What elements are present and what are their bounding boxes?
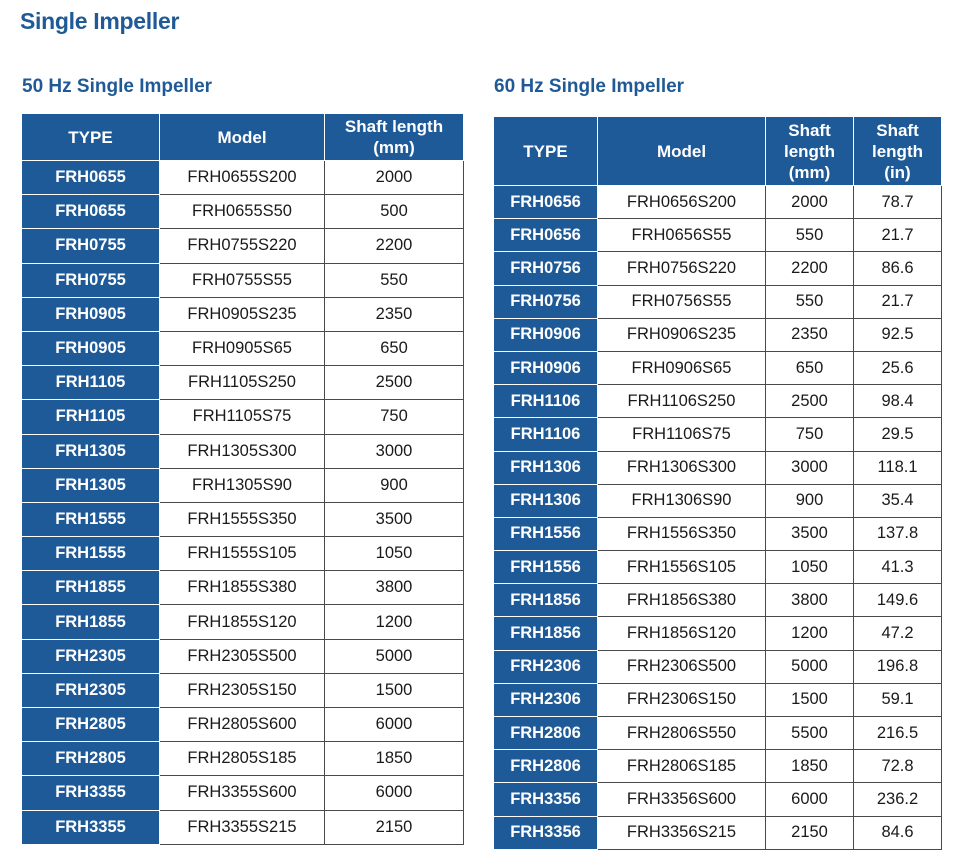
table-cell: 2150: [325, 810, 464, 844]
table-cell: FRH0755S55: [160, 263, 325, 297]
table-body: [494, 186, 942, 850]
table-row: [22, 502, 464, 536]
table-cell: 2350: [325, 297, 464, 331]
type-cell: FRH1106: [494, 385, 598, 418]
table-row: [494, 186, 942, 219]
table-row: [494, 451, 942, 484]
table-cell: FRH1555S350: [160, 502, 325, 536]
type-cell: FRH1305: [22, 434, 160, 468]
table-cell: FRH1105S75: [160, 400, 325, 434]
table-row: [22, 810, 464, 844]
table-row: [494, 285, 942, 318]
type-cell: FRH0905: [22, 331, 160, 365]
table-cell: 29.5: [854, 418, 942, 451]
type-cell: FRH0656: [494, 186, 598, 219]
table-cell: FRH0755S220: [160, 229, 325, 263]
table-cell: FRH3355S600: [160, 776, 325, 810]
type-cell: FRH0655: [22, 161, 160, 195]
type-cell: FRH2305: [22, 639, 160, 673]
type-cell: FRH2306: [494, 650, 598, 683]
table-cell: FRH2805S600: [160, 708, 325, 742]
table-cell: 1200: [325, 605, 464, 639]
table-cell: 650: [766, 351, 854, 384]
table-cell: 1050: [766, 551, 854, 584]
type-cell: FRH0655: [22, 195, 160, 229]
table-cell: 1500: [325, 673, 464, 707]
table-cell: FRH1306S90: [598, 484, 766, 517]
table-cell: FRH1106S250: [598, 385, 766, 418]
table-cell: FRH0756S220: [598, 252, 766, 285]
table-row: [22, 605, 464, 639]
table-cell: 3500: [325, 502, 464, 536]
table-row: [494, 683, 942, 716]
table-cell: 6000: [325, 776, 464, 810]
table-cell: 3800: [325, 571, 464, 605]
table-cell: 2000: [766, 186, 854, 219]
table-cell: FRH3356S215: [598, 816, 766, 849]
table-row: [494, 252, 942, 285]
table-cell: 1500: [766, 683, 854, 716]
type-cell: FRH0906: [494, 318, 598, 351]
table-row: [22, 331, 464, 365]
column-header: Shaft length (mm): [766, 117, 854, 186]
table-cell: FRH0656S200: [598, 186, 766, 219]
type-cell: FRH0755: [22, 229, 160, 263]
table-cell: FRH2305S150: [160, 673, 325, 707]
table-cell: 900: [325, 468, 464, 502]
table-cell: 2350: [766, 318, 854, 351]
section-title-60hz: 60 Hz Single Impeller: [494, 76, 685, 97]
table-cell: 72.8: [854, 750, 942, 783]
table-row: [22, 537, 464, 571]
type-cell: FRH2806: [494, 750, 598, 783]
type-cell: FRH1106: [494, 418, 598, 451]
table-cell: FRH0756S55: [598, 285, 766, 318]
type-cell: FRH1105: [22, 400, 160, 434]
table-row: [22, 161, 464, 195]
type-cell: FRH1856: [494, 617, 598, 650]
table-cell: 196.8: [854, 650, 942, 683]
table-cell: FRH1856S120: [598, 617, 766, 650]
type-cell: FRH0756: [494, 285, 598, 318]
table-cell: 650: [325, 331, 464, 365]
table-cell: 3800: [766, 584, 854, 617]
table-row: [22, 708, 464, 742]
table-row: [494, 551, 942, 584]
table-cell: FRH1555S105: [160, 537, 325, 571]
table-row: [22, 229, 464, 263]
table-cell: 78.7: [854, 186, 942, 219]
spec-table-60hz: [493, 116, 942, 850]
table-row: [494, 650, 942, 683]
table-cell: FRH1105S250: [160, 366, 325, 400]
table-cell: 21.7: [854, 285, 942, 318]
table-cell: 47.2: [854, 617, 942, 650]
table-header: [22, 114, 464, 161]
table-cell: 6000: [766, 783, 854, 816]
table-row: [494, 617, 942, 650]
column-header: Model: [160, 114, 325, 161]
table-cell: FRH2306S150: [598, 683, 766, 716]
table-cell: FRH0906S235: [598, 318, 766, 351]
table-cell: FRH0655S50: [160, 195, 325, 229]
type-cell: FRH0756: [494, 252, 598, 285]
type-cell: FRH2806: [494, 717, 598, 750]
type-cell: FRH2305: [22, 673, 160, 707]
type-cell: FRH1305: [22, 468, 160, 502]
table-row: [494, 418, 942, 451]
table-cell: 149.6: [854, 584, 942, 617]
table-row: [22, 195, 464, 229]
table-cell: 750: [766, 418, 854, 451]
table-row: [494, 717, 942, 750]
table-cell: 86.6: [854, 252, 942, 285]
table-cell: 5000: [766, 650, 854, 683]
table-cell: 500: [325, 195, 464, 229]
section-title-50hz: 50 Hz Single Impeller: [22, 76, 213, 97]
table-row: [22, 366, 464, 400]
table-row: [22, 297, 464, 331]
type-cell: FRH3355: [22, 810, 160, 844]
table-row: [494, 816, 942, 849]
type-cell: FRH1855: [22, 571, 160, 605]
table-row: [22, 263, 464, 297]
table-cell: 41.3: [854, 551, 942, 584]
table-cell: 550: [766, 285, 854, 318]
table-row: [22, 639, 464, 673]
table-cell: 1850: [325, 742, 464, 776]
table-row: [22, 434, 464, 468]
table-row: [494, 783, 942, 816]
table-cell: 98.4: [854, 385, 942, 418]
type-cell: FRH1555: [22, 537, 160, 571]
column-header: TYPE: [494, 117, 598, 186]
table-cell: FRH1306S300: [598, 451, 766, 484]
column-header: TYPE: [22, 114, 160, 161]
header-row: [494, 117, 942, 186]
table-cell: 21.7: [854, 219, 942, 252]
page-title: Single Impeller: [20, 8, 180, 34]
type-cell: FRH0755: [22, 263, 160, 297]
table-cell: 84.6: [854, 816, 942, 849]
table-row: [494, 351, 942, 384]
table-cell: FRH2305S500: [160, 639, 325, 673]
table-header: [494, 117, 942, 186]
type-cell: FRH1105: [22, 366, 160, 400]
table-row: [494, 318, 942, 351]
table-row: [22, 571, 464, 605]
table-cell: FRH1305S300: [160, 434, 325, 468]
type-cell: FRH3356: [494, 816, 598, 849]
table-cell: FRH0905S235: [160, 297, 325, 331]
table-row: [22, 742, 464, 776]
table-row: [494, 584, 942, 617]
table-cell: 3000: [325, 434, 464, 468]
table-cell: FRH3356S600: [598, 783, 766, 816]
table-cell: FRH2805S185: [160, 742, 325, 776]
column-header: Model: [598, 117, 766, 186]
table-cell: 3500: [766, 517, 854, 550]
table-cell: 550: [325, 263, 464, 297]
type-cell: FRH1855: [22, 605, 160, 639]
table-cell: 2000: [325, 161, 464, 195]
type-cell: FRH1556: [494, 517, 598, 550]
table-cell: 2200: [325, 229, 464, 263]
table-cell: FRH1855S380: [160, 571, 325, 605]
table-cell: 5500: [766, 717, 854, 750]
table-cell: FRH0655S200: [160, 161, 325, 195]
table-cell: 59.1: [854, 683, 942, 716]
type-cell: FRH1555: [22, 502, 160, 536]
table-cell: 1850: [766, 750, 854, 783]
type-cell: FRH2306: [494, 683, 598, 716]
table-row: [494, 750, 942, 783]
table-cell: FRH1305S90: [160, 468, 325, 502]
type-cell: FRH1306: [494, 484, 598, 517]
table-cell: 900: [766, 484, 854, 517]
table-cell: 2200: [766, 252, 854, 285]
table-cell: 750: [325, 400, 464, 434]
table-cell: 5000: [325, 639, 464, 673]
table-cell: FRH1106S75: [598, 418, 766, 451]
table-cell: 216.5: [854, 717, 942, 750]
table-row: [22, 468, 464, 502]
table-cell: FRH2306S500: [598, 650, 766, 683]
type-cell: FRH2805: [22, 742, 160, 776]
type-cell: FRH0656: [494, 219, 598, 252]
table-cell: FRH1556S105: [598, 551, 766, 584]
table-cell: FRH1856S380: [598, 584, 766, 617]
table-cell: 3000: [766, 451, 854, 484]
table-row: [22, 400, 464, 434]
table-cell: FRH1556S350: [598, 517, 766, 550]
type-cell: FRH1556: [494, 551, 598, 584]
table-row: [22, 776, 464, 810]
table-cell: 137.8: [854, 517, 942, 550]
table-cell: FRH0905S65: [160, 331, 325, 365]
table-cell: FRH1855S120: [160, 605, 325, 639]
table-row: [22, 673, 464, 707]
table-body: [22, 161, 464, 845]
column-header: Shaft length (mm): [325, 114, 464, 161]
table-cell: 6000: [325, 708, 464, 742]
table-cell: 1050: [325, 537, 464, 571]
table-row: [494, 484, 942, 517]
table-cell: 92.5: [854, 318, 942, 351]
table-row: [494, 219, 942, 252]
type-cell: FRH0905: [22, 297, 160, 331]
type-cell: FRH3355: [22, 776, 160, 810]
table-cell: FRH0656S55: [598, 219, 766, 252]
table-cell: 2150: [766, 816, 854, 849]
header-row: [22, 114, 464, 161]
table-cell: 118.1: [854, 451, 942, 484]
table-cell: 2500: [325, 366, 464, 400]
table-cell: 236.2: [854, 783, 942, 816]
table-cell: 2500: [766, 385, 854, 418]
type-cell: FRH1306: [494, 451, 598, 484]
table-cell: 25.6: [854, 351, 942, 384]
table-row: [494, 517, 942, 550]
table-cell: FRH3355S215: [160, 810, 325, 844]
table-cell: FRH0906S65: [598, 351, 766, 384]
table-cell: FRH2806S185: [598, 750, 766, 783]
table-cell: FRH2806S550: [598, 717, 766, 750]
spec-table-50hz: [21, 113, 464, 845]
type-cell: FRH3356: [494, 783, 598, 816]
table-cell: 550: [766, 219, 854, 252]
type-cell: FRH0906: [494, 351, 598, 384]
table-row: [494, 385, 942, 418]
table-cell: 1200: [766, 617, 854, 650]
type-cell: FRH2805: [22, 708, 160, 742]
table-cell: 35.4: [854, 484, 942, 517]
column-header: Shaft length (in): [854, 117, 942, 186]
type-cell: FRH1856: [494, 584, 598, 617]
